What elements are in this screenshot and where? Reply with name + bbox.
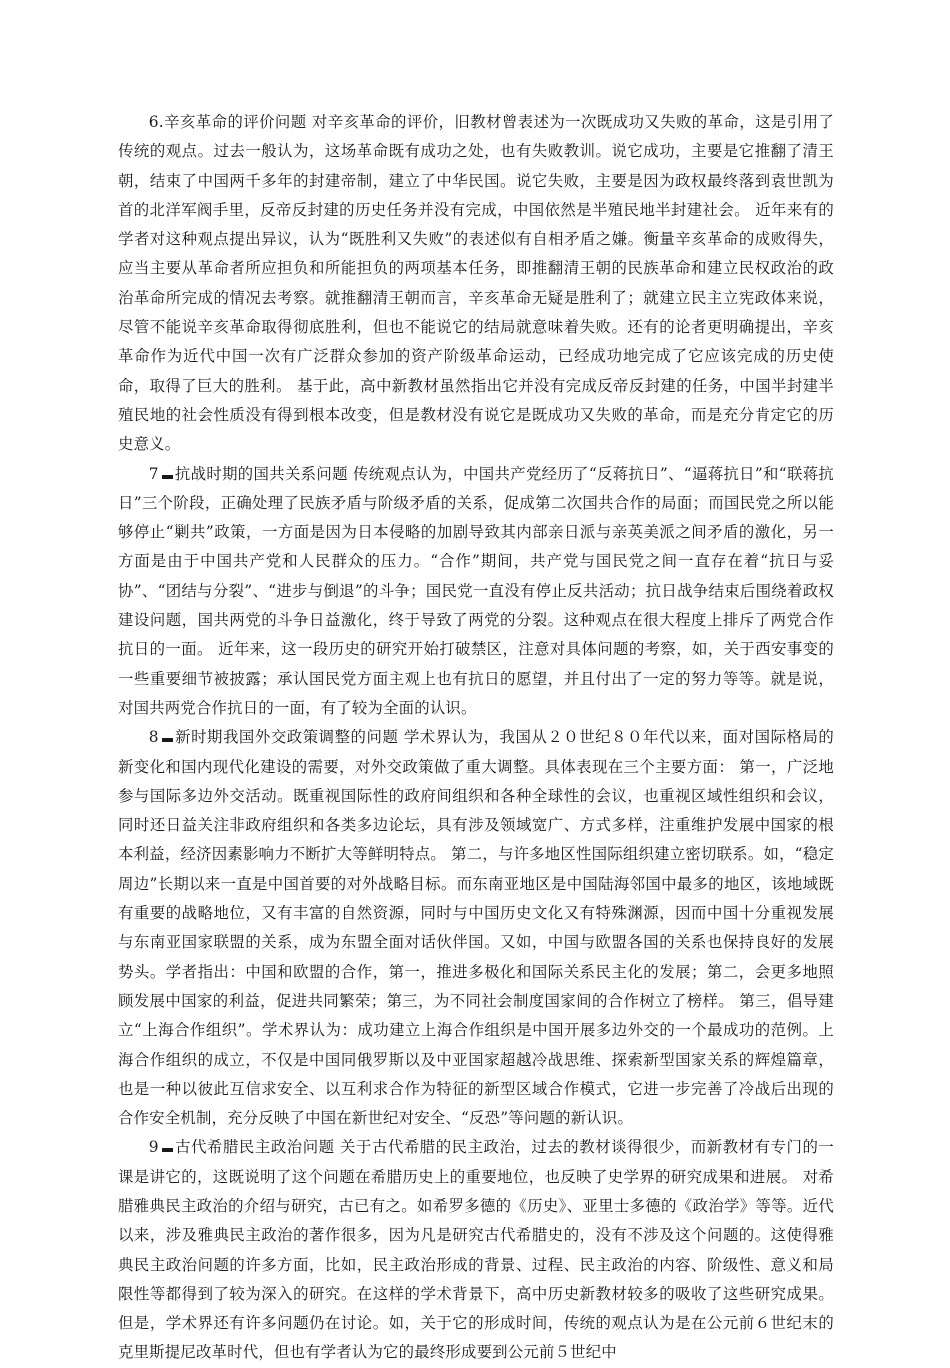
paragraph-text: 新时期我国外交政策调整的问题 学术界认为，我国从２０世纪８０年代以来，面对国际格局的新变化和国内现代化建设的需要，对外交政策做了重大调整。具体表现在三个主要方面： 第一，广泛地参与国际多边外交活动。既重视国际性的政府间组织和各种全球性的会议，也重视区域性组织和会议，同时还日益关注非政府组织和各类多边论坛，具有涉及领域宽广、方式多样，注重维护发展中国家的根本利益，经济因素影响力不断扩大等鲜明特点。 第二，与许多地区性国际组织建立密切联系。如，“稳定周边”长期以来一直是中国首要的对外战略目标。而东南亚地区是中国陆海邻国中最多的地区，该地域既有重要的战略地位，又有丰富的自然资源，同时与中国历史文化又有特殊渊源，因而中国十分重视发展与东南亚国家联盟的关系，成为东盟全面对话伙伴国。又如，中国与欧盟各国的关系也保持良好的发展势头。学者指出：中国和欧盟的合作，第一，推进多极化和国际关系民主化的发展；第二，会更多地照顾发展中国家的利益，促进共同繁荣；第三，为不同社会制度国家间的合作树立了榜样。 第三，倡导建立“上海合作组织”。学术界认为：成功建立上海合作组织是中国开展多边外交的一个最成功的范例。上海合作组织的成立，不仅是中国同俄罗斯以及中亚国家超越冷战思维、探索新型国家关系的辉煌篇章，也是一种以彼此互信求安全、以互利求合作为特征的新型区域合作模式，它进一步完善了冷战后出现的合作安全机制，充分反映了中国在新世纪对安全、“反恐”等问题的新认识。 (118, 728, 834, 1128)
paragraph-text: 辛亥革命的评价问题 对辛亥革命的评价，旧教材曾表述为一次既成功又失败的革命，这是引用了传统的观点。过去一般认为，这场革命既有成功之处，也有失败教训。说它成功，主要是它推翻了清王朝，结束了中国两千多年的封建帝制，建立了中华民国。说它失败，主要是因为政权最终落到袁世凯为首的北洋军阀手里，反帝反封建的历史任务并没有完成，中国依然是半殖民地半封建社会。 近年来有的学者对这种观点提出异议，认为“既胜利又失败”的表述似有自相矛盾之嫌。衡量辛亥革命的成败得失，应当主要从革命者所应担负和所能担负的两项基本任务，即推翻清王朝的民族革命和建立民权政治的政治革命所完成的情况去考察。就推翻清王朝而言，辛亥革命无疑是胜利了；就建立民主立宪政体来说，尽管不能说辛亥革命取得彻底胜利，但也不能说它的结局就意味着失败。还有的论者更明确提出，辛亥革命作为近代中国一次有广泛群众参加的资产阶级革命运动，已经成功地完成了它应该完成的历史使命，取得了巨大的胜利。 基于此，高中新教材虽然指出它并没有完成反帝反封建的任务，中国半封建半殖民地的社会性质没有得到根本改变，但是教材没有说它是既成功又失败的革命，而是充分肯定它的历史意义。 (118, 113, 834, 454)
item-number: 9 (148, 1138, 159, 1157)
paragraph-9 (118, 1133, 834, 1367)
paragraph-text: 抗战时期的国共关系问题 传统观点认为，中国共产党经历了“反蒋抗日”、“逼蒋抗日”和“联蒋抗日”三个阶段，正确处理了民族矛盾与阶级矛盾的关系，促成第二次国共合作的局面；而国民党之所以能够停止“剿共”政策，一方面是因为日本侵略的加剧导致其内部亲日派与亲英美派之间矛盾的激化，另一方面是由于中国共产党和人民群众的压力。“合作”期间，共产党与国民党之间一直存在着“抗日与妥协”、“团结与分裂”、“进步与倒退”的斗争；国民党一直没有停止反共活动；抗日战争结束后围绕着政权建设问题，国共两党的斗争日益激化，终于导致了两党的分裂。这种观点在很大程度上排斥了两党合作抗日的一面。 近年来，这一段历史的研究开始打破禁区，注意对具体问题的考察，如，关于西安事变的一些重要细节被披露；承认国民党方面主观上也有抗日的愿望，并且付出了一定的努力等等。就是说，对国共两党合作抗日的一面，有了较为全面的认识。 (118, 464, 834, 717)
paragraph-7 (118, 460, 834, 724)
item-separator: . (158, 113, 164, 131)
paragraph-text: 古代希腊民主政治问题 关于古代希腊的民主政治，过去的教材谈得很少，而新教材有专门的一课是讲它的，这既说明了这个问题在希腊历史上的重要地位，也反映了史学界的研究成果和进展。 对希腊雅典民主政治的介绍与研究，古已有之。如希罗多德的《历史》、亚里士多德的《政治学》等等。近代以来，涉及雅典民主政治的著作很多，因为凡是研究古代希腊史的，没有不涉及这个问题的。这使得雅典民主政治问题的许多方面，比如，民主政治形成的背景、过程、民主政治的内容、阶级性、意义和局限性等都得到了较为深入的研究。在这样的学术背景下，高中历史新教材较多的吸收了这些研究成果。 但是，学术界还有许多问题仍在讨论。如，关于它的形成时间，传统的观点认为是在公元前６世纪末的克里斯提尼改革时代，但也有学者认为它的最终形成要到公元前５世纪中 (118, 1138, 834, 1362)
paragraph-8 (118, 723, 834, 1133)
paragraph-6 (118, 108, 834, 460)
section-marker-icon (162, 738, 173, 742)
item-number: 6 (148, 113, 159, 131)
item-number: 8 (148, 728, 159, 747)
section-marker-icon (162, 1148, 173, 1152)
document-body (118, 108, 834, 1368)
section-marker-icon (162, 475, 173, 479)
item-number: 7 (148, 464, 159, 483)
